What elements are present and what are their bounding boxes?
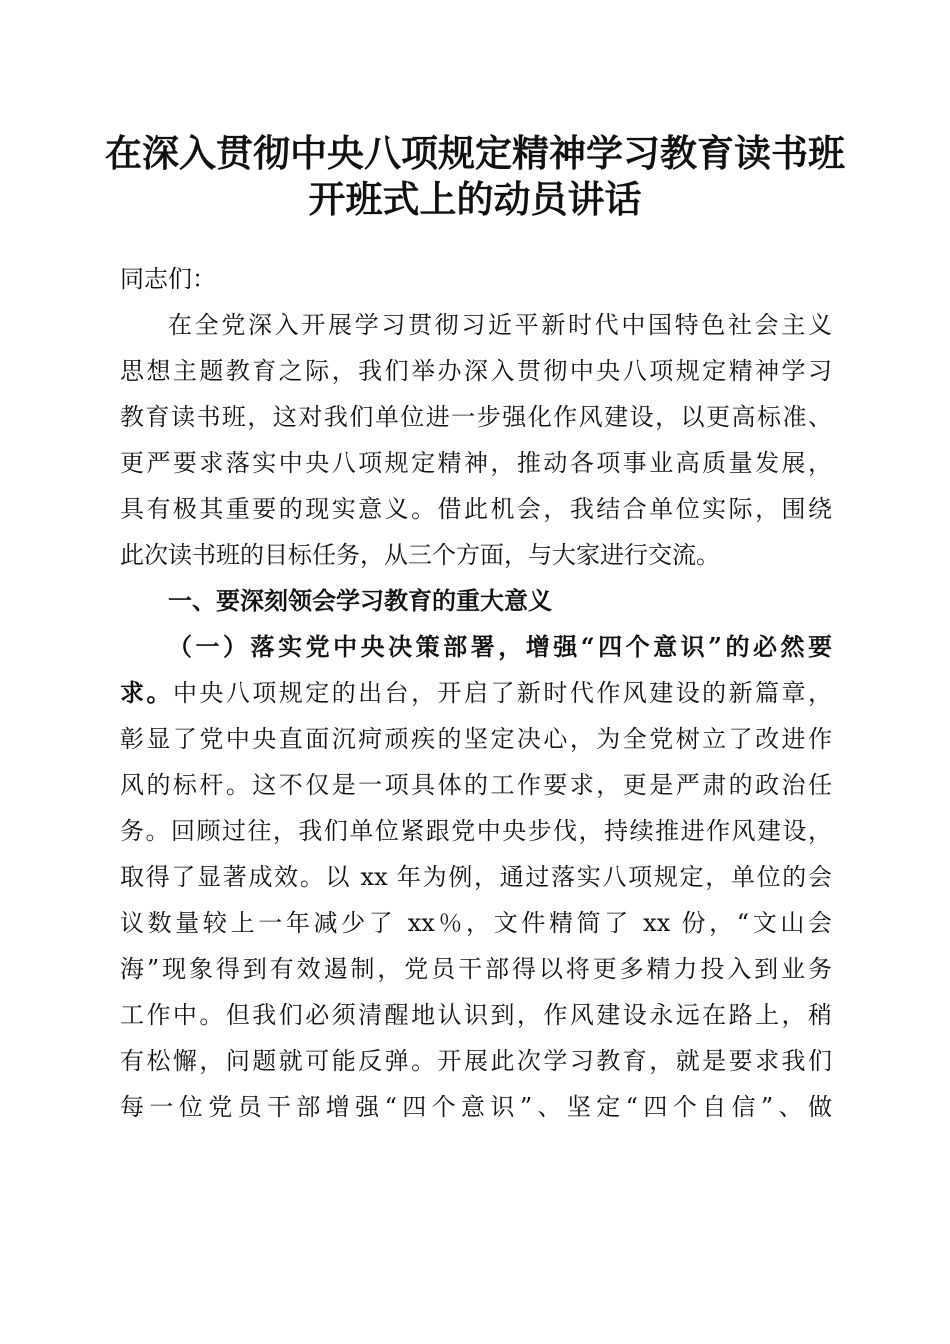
subsection-line-7: 议数量较上一年减少了 xx％，文件精简了 xx 份，“文山会 [120,909,832,937]
subsection-line-2 [120,670,832,716]
salutation: 同志们： [120,265,216,293]
intro-line-6: 此次读书班的目标任务，从三个方面，与大家进行交流。 [120,541,720,569]
title-line-1: 在深入贯彻中央八项规定精神学习教育读书班 [105,131,845,175]
subsection-line-9: 工作中。但我们必须清醒地认识到，作风建设永远在路上，稍 [120,1001,832,1029]
section-heading-1: 一、要深刻领会学习教育的重大意义 [168,587,552,615]
title-line-2: 开班式上的动员讲话 [308,177,642,221]
document-body [120,256,832,1130]
intro-line-1: 在全党深入开展学习贯彻习近平新时代中国特色社会主义 [168,311,832,339]
intro-line-3: 教育读书班，这对我们单位进一步强化作风建设，以更高标准、 [120,403,832,431]
intro-line-2: 思想主题教育之际，我们举办深入贯彻中央八项规定精神学习 [120,357,832,385]
subsection-lead-line: （一）落实党中央决策部署，增强“四个意识”的必然要 [168,632,832,661]
document-title [0,130,950,222]
subsection-line-3: 彰显了党中央直面沉疴顽疾的坚定决心，为全党树立了改进作 [120,725,832,753]
intro-line-5: 具有极其重要的现实意义。借此机会，我结合单位实际，围绕 [120,495,832,523]
subsection-line-5: 务。回顾过往，我们单位紧跟党中央步伐，持续推进作风建设， [120,817,832,845]
subsection-line-10: 有松懈，问题就可能反弹。开展此次学习教育，就是要求我们 [120,1047,832,1075]
intro-line-4: 更严要求落实中央八项规定精神，推动各项事业高质量发展， [120,449,832,477]
subsection-line-6: 取得了显著成效。以 xx 年为例，通过落实八项规定，单位的会 [120,863,832,891]
subsection-line-2-rest: 中央八项规定的出台，开启了新时代作风建设的新篇章， [172,679,833,707]
subsection-lead-tail: 求。 [120,678,173,707]
subsection-line-4: 风的标杆。这不仅是一项具体的工作要求，更是严肃的政治任 [120,771,832,799]
subsection-line-11: 每一位党员干部增强“四个意识”、坚定“四个自信”、做 [120,1093,832,1121]
subsection-line-8: 海”现象得到有效遏制，党员干部得以将更多精力投入到业务 [120,955,832,983]
